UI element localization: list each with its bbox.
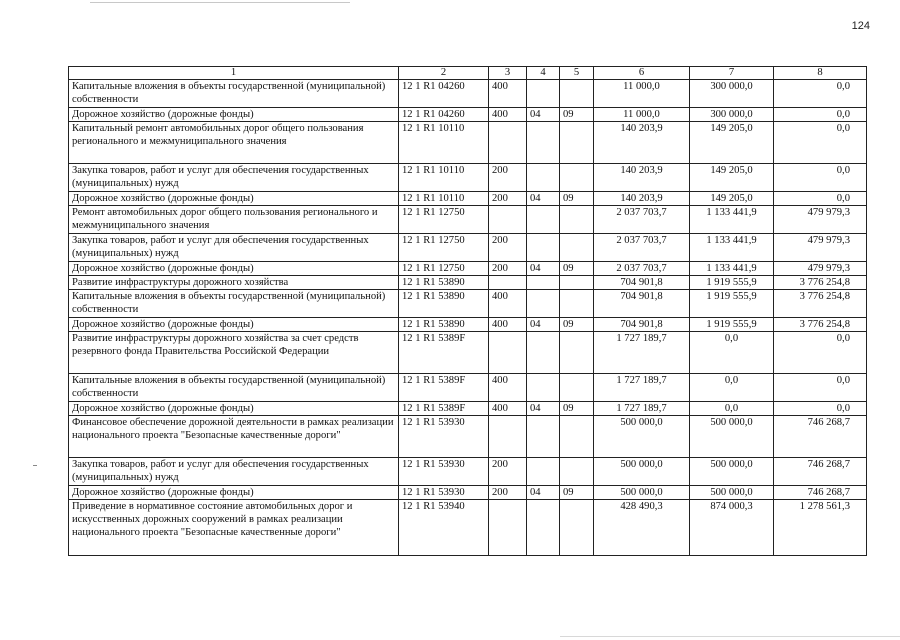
- table-row: [69, 206, 867, 234]
- row-value-col7-cell: 1 919 555,9: [690, 276, 774, 290]
- table-row: [69, 500, 867, 556]
- row-value-col6-cell: 140 203,9: [594, 122, 690, 164]
- row-expense-type-cell: 400: [489, 108, 527, 122]
- row-subsection-cell: 09: [560, 402, 594, 416]
- row-section-cell: 04: [527, 486, 560, 500]
- row-value-col8-cell: 3 776 254,8: [774, 318, 867, 332]
- row-value-col7-cell: 1 919 555,9: [690, 290, 774, 318]
- row-value-col8-cell: 0,0: [774, 374, 867, 402]
- table-row: [69, 122, 867, 164]
- table-row: [69, 486, 867, 500]
- page-number: 124: [851, 20, 870, 32]
- row-name-cell: Дорожное хозяйство (дорожные фонды): [69, 192, 399, 206]
- row-expense-type-cell: 400: [489, 290, 527, 318]
- row-code-cell: 12 1 R1 12750: [399, 206, 489, 234]
- row-expense-type-cell: [489, 332, 527, 374]
- row-subsection-cell: 09: [560, 108, 594, 122]
- row-value-col7-cell: 500 000,0: [690, 486, 774, 500]
- table-row: [69, 374, 867, 402]
- scan-edge-line-top: [90, 2, 350, 3]
- row-code-cell: 12 1 R1 53890: [399, 276, 489, 290]
- row-code-cell: 12 1 R1 12750: [399, 262, 489, 276]
- row-name-cell: Капитальные вложения в объекты государственной (муниципальной) собственности: [69, 374, 399, 402]
- row-value-col7-cell: 1 133 441,9: [690, 262, 774, 276]
- row-code-cell: 12 1 R1 53930: [399, 458, 489, 486]
- row-code-cell: 12 1 R1 53890: [399, 318, 489, 332]
- row-value-col7-cell: 149 205,0: [690, 192, 774, 206]
- row-subsection-cell: [560, 416, 594, 458]
- row-name-cell: Приведение в нормативное состояние автомобильных дорог и искусственных дорожных сооружений в рамках реализации национального проекта "Безопасные качественные дороги": [69, 500, 399, 556]
- row-section-cell: 04: [527, 318, 560, 332]
- row-name-cell: Закупка товаров, работ и услуг для обеспечения государственных (муниципальных) нужд: [69, 234, 399, 262]
- row-expense-type-cell: 200: [489, 192, 527, 206]
- row-code-cell: 12 1 R1 53890: [399, 290, 489, 318]
- row-section-cell: [527, 332, 560, 374]
- row-value-col6-cell: 2 037 703,7: [594, 234, 690, 262]
- table-row: [69, 164, 867, 192]
- row-value-col8-cell: 0,0: [774, 108, 867, 122]
- row-expense-type-cell: 200: [489, 234, 527, 262]
- row-value-col8-cell: 0,0: [774, 122, 867, 164]
- header-cell: 8: [774, 67, 867, 80]
- row-value-col6-cell: 704 901,8: [594, 318, 690, 332]
- row-value-col7-cell: 300 000,0: [690, 80, 774, 108]
- row-section-cell: 04: [527, 192, 560, 206]
- row-value-col7-cell: 0,0: [690, 374, 774, 402]
- row-value-col8-cell: 0,0: [774, 80, 867, 108]
- row-expense-type-cell: 400: [489, 374, 527, 402]
- row-code-cell: 12 1 R1 53930: [399, 486, 489, 500]
- row-section-cell: [527, 416, 560, 458]
- row-code-cell: 12 1 R1 10110: [399, 192, 489, 206]
- table-row: [69, 416, 867, 458]
- row-subsection-cell: [560, 500, 594, 556]
- row-code-cell: 12 1 R1 12750: [399, 234, 489, 262]
- row-value-col7-cell: 149 205,0: [690, 164, 774, 192]
- row-section-cell: 04: [527, 262, 560, 276]
- table-row: [69, 262, 867, 276]
- row-value-col6-cell: 500 000,0: [594, 416, 690, 458]
- row-name-cell: Закупка товаров, работ и услуг для обеспечения государственных (муниципальных) нужд: [69, 458, 399, 486]
- row-section-cell: [527, 276, 560, 290]
- row-subsection-cell: 09: [560, 486, 594, 500]
- table-row: [69, 402, 867, 416]
- row-section-cell: [527, 234, 560, 262]
- row-value-col6-cell: 704 901,8: [594, 290, 690, 318]
- row-section-cell: [527, 164, 560, 192]
- row-value-col8-cell: 479 979,3: [774, 234, 867, 262]
- row-value-col7-cell: 500 000,0: [690, 416, 774, 458]
- row-subsection-cell: [560, 164, 594, 192]
- row-value-col6-cell: 500 000,0: [594, 486, 690, 500]
- row-value-col8-cell: 0,0: [774, 402, 867, 416]
- row-subsection-cell: [560, 374, 594, 402]
- row-value-col6-cell: 1 727 189,7: [594, 332, 690, 374]
- row-value-col8-cell: 479 979,3: [774, 206, 867, 234]
- row-subsection-cell: [560, 122, 594, 164]
- table-row: [69, 108, 867, 122]
- row-value-col7-cell: 0,0: [690, 332, 774, 374]
- row-value-col7-cell: 874 000,3: [690, 500, 774, 556]
- row-name-cell: Капитальные вложения в объекты государственной (муниципальной) собственности: [69, 80, 399, 108]
- row-value-col6-cell: 1 727 189,7: [594, 374, 690, 402]
- row-value-col7-cell: 500 000,0: [690, 458, 774, 486]
- row-value-col8-cell: 746 268,7: [774, 458, 867, 486]
- row-expense-type-cell: [489, 206, 527, 234]
- row-subsection-cell: 09: [560, 192, 594, 206]
- row-value-col6-cell: 428 490,3: [594, 500, 690, 556]
- row-subsection-cell: [560, 80, 594, 108]
- row-expense-type-cell: [489, 500, 527, 556]
- header-cell: 5: [560, 67, 594, 80]
- table-row: [69, 458, 867, 486]
- row-subsection-cell: [560, 458, 594, 486]
- row-value-col8-cell: 0,0: [774, 332, 867, 374]
- row-section-cell: [527, 458, 560, 486]
- row-value-col7-cell: 0,0: [690, 402, 774, 416]
- row-subsection-cell: 09: [560, 262, 594, 276]
- row-subsection-cell: [560, 290, 594, 318]
- table-header-row: [69, 67, 867, 80]
- row-name-cell: Капитальный ремонт автомобильных дорог общего пользования регионального и межмуниципального значения: [69, 122, 399, 164]
- row-value-col8-cell: 0,0: [774, 192, 867, 206]
- row-name-cell: Дорожное хозяйство (дорожные фонды): [69, 262, 399, 276]
- row-value-col8-cell: 0,0: [774, 164, 867, 192]
- row-name-cell: Дорожное хозяйство (дорожные фонды): [69, 108, 399, 122]
- row-section-cell: 04: [527, 402, 560, 416]
- row-section-cell: [527, 290, 560, 318]
- table-row: [69, 290, 867, 318]
- row-expense-type-cell: 400: [489, 80, 527, 108]
- row-value-col8-cell: 1 278 561,3: [774, 500, 867, 556]
- row-section-cell: 04: [527, 108, 560, 122]
- row-code-cell: 12 1 R1 10110: [399, 122, 489, 164]
- row-section-cell: [527, 500, 560, 556]
- row-value-col7-cell: 1 919 555,9: [690, 318, 774, 332]
- row-section-cell: [527, 206, 560, 234]
- row-subsection-cell: [560, 206, 594, 234]
- row-value-col6-cell: 1 727 189,7: [594, 402, 690, 416]
- row-code-cell: 12 1 R1 5389F: [399, 374, 489, 402]
- row-name-cell: Ремонт автомобильных дорог общего пользования регионального и межмуниципального значения: [69, 206, 399, 234]
- header-cell: 4: [527, 67, 560, 80]
- header-cell: 3: [489, 67, 527, 80]
- table-row: [69, 80, 867, 108]
- row-code-cell: 12 1 R1 04260: [399, 80, 489, 108]
- table-row: [69, 192, 867, 206]
- row-code-cell: 12 1 R1 04260: [399, 108, 489, 122]
- row-code-cell: 12 1 R1 5389F: [399, 332, 489, 374]
- row-value-col7-cell: 300 000,0: [690, 108, 774, 122]
- row-name-cell: Развитие инфраструктуры дорожного хозяйства за счет средств резервного фонда Правительства Российской Федерации: [69, 332, 399, 374]
- row-expense-type-cell: 400: [489, 318, 527, 332]
- row-value-col6-cell: 2 037 703,7: [594, 206, 690, 234]
- row-section-cell: [527, 122, 560, 164]
- row-value-col6-cell: 11 000,0: [594, 80, 690, 108]
- header-cell: 2: [399, 67, 489, 80]
- row-value-col6-cell: 704 901,8: [594, 276, 690, 290]
- row-subsection-cell: [560, 276, 594, 290]
- row-value-col6-cell: 500 000,0: [594, 458, 690, 486]
- row-code-cell: 12 1 R1 53940: [399, 500, 489, 556]
- row-value-col8-cell: 746 268,7: [774, 416, 867, 458]
- row-expense-type-cell: 200: [489, 458, 527, 486]
- row-value-col8-cell: 479 979,3: [774, 262, 867, 276]
- row-value-col6-cell: 140 203,9: [594, 164, 690, 192]
- row-section-cell: [527, 374, 560, 402]
- row-expense-type-cell: [489, 122, 527, 164]
- row-expense-type-cell: [489, 276, 527, 290]
- row-name-cell: Дорожное хозяйство (дорожные фонды): [69, 486, 399, 500]
- row-value-col8-cell: 3 776 254,8: [774, 276, 867, 290]
- row-expense-type-cell: 200: [489, 262, 527, 276]
- table-row: [69, 276, 867, 290]
- table-row: [69, 318, 867, 332]
- row-expense-type-cell: 200: [489, 486, 527, 500]
- row-subsection-cell: 09: [560, 318, 594, 332]
- row-name-cell: Финансовое обеспечение дорожной деятельности в рамках реализации национального проекта "Безопасные качественные дороги": [69, 416, 399, 458]
- row-value-col8-cell: 746 268,7: [774, 486, 867, 500]
- row-name-cell: Развитие инфраструктуры дорожного хозяйства: [69, 276, 399, 290]
- row-value-col7-cell: 1 133 441,9: [690, 206, 774, 234]
- row-code-cell: 12 1 R1 5389F: [399, 402, 489, 416]
- row-value-col6-cell: 140 203,9: [594, 192, 690, 206]
- row-code-cell: 12 1 R1 10110: [399, 164, 489, 192]
- header-cell: 6: [594, 67, 690, 80]
- budget-table: [68, 66, 867, 556]
- row-expense-type-cell: 200: [489, 164, 527, 192]
- row-expense-type-cell: 400: [489, 402, 527, 416]
- row-expense-type-cell: [489, 416, 527, 458]
- row-section-cell: [527, 80, 560, 108]
- row-value-col7-cell: 149 205,0: [690, 122, 774, 164]
- row-value-col8-cell: 3 776 254,8: [774, 290, 867, 318]
- header-cell: 7: [690, 67, 774, 80]
- scan-edge-line-bottom: [560, 636, 900, 637]
- row-name-cell: Закупка товаров, работ и услуг для обеспечения государственных (муниципальных) нужд: [69, 164, 399, 192]
- table-row: [69, 234, 867, 262]
- row-name-cell: Дорожное хозяйство (дорожные фонды): [69, 402, 399, 416]
- scan-mark: [33, 465, 37, 466]
- row-subsection-cell: [560, 332, 594, 374]
- header-cell: 1: [69, 67, 399, 80]
- row-code-cell: 12 1 R1 53930: [399, 416, 489, 458]
- row-value-col6-cell: 11 000,0: [594, 108, 690, 122]
- row-value-col7-cell: 1 133 441,9: [690, 234, 774, 262]
- row-name-cell: Капитальные вложения в объекты государственной (муниципальной) собственности: [69, 290, 399, 318]
- table-row: [69, 332, 867, 374]
- row-subsection-cell: [560, 234, 594, 262]
- row-name-cell: Дорожное хозяйство (дорожные фонды): [69, 318, 399, 332]
- row-value-col6-cell: 2 037 703,7: [594, 262, 690, 276]
